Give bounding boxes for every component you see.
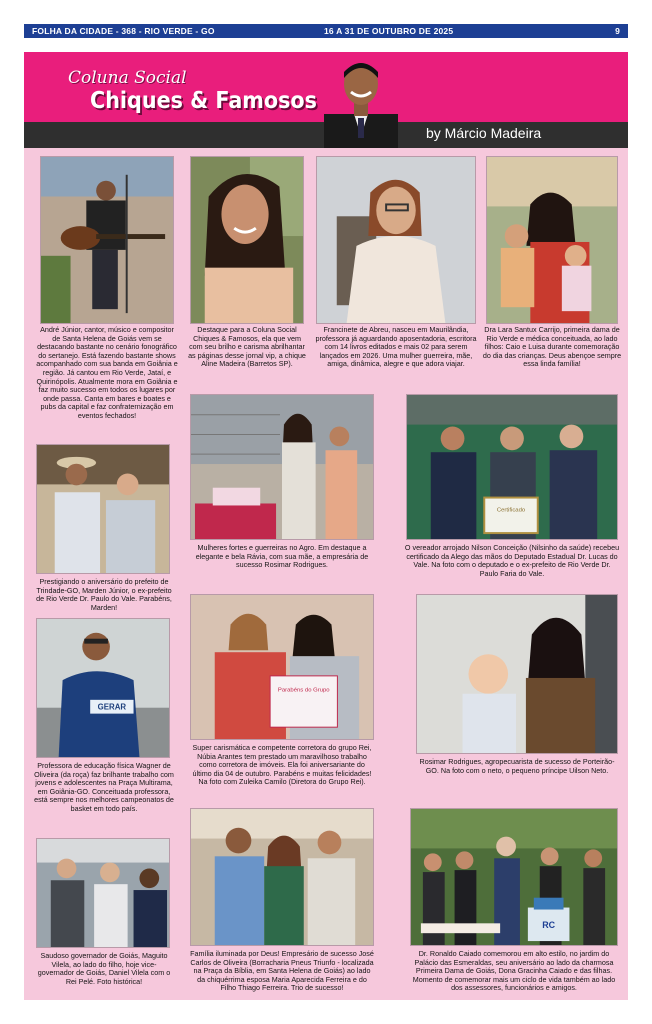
page-header-bar [24,24,628,38]
photo-caiado-aniversario [410,808,618,946]
photo-aline-madeira [190,156,304,324]
photo-ravia-rosimar [190,394,374,540]
caption-francinete: Francinete de Abreu, nasceu em Maurilândia, professora já aguardando aposentadoria, escritora com 14 livros editados e mais 02 para serem lançados em 2026. Uma mulher guerreira, mãe, amiga, dinâmica, alegre e que adora viajar. [315,325,477,369]
certificate-label: Certificado [496,507,526,514]
photo-vereador-nilson [406,394,618,540]
column-body [24,148,628,1000]
caption-rosimar-neto: Rosimar Rodrigues, agropecuarista de sucesso de Porteirão-GO. Na foto com o neto, o pequeno príncipe Uilson Neto. [419,757,615,775]
caption-ravia-rosimar: Mulheres fortes e guerreiras no Agro. Em destaque a elegante e bela Rávia, com sua mãe, a empresária de sucesso Rosimar Rodrigues. [195,543,369,570]
page-number: 9 [615,26,620,36]
card-text: Parabéns do Grupo [277,687,330,694]
caption-familia-jose-carlos: Família iluminada por Deus! Empresário de sucesso José Carlos de Oliveira (Borracharia Pneus Triunfo - localizada na Praça da Bíblia, em Santa Helena de Goiás) ao lado da chiquérrima esposa Maria Aparecida Ferreira e do Filho Thiago Ferreira. Trio de sucesso! [190,949,374,993]
caption-marden-paulo: Prestigiando o aniversário do prefeito de Trindade-GO, Marden Júnior, o ex-prefeito de Rio Verde Dr. Paulo do Vale. Parabéns, Marden! [36,577,172,612]
column-title: Chiques & Famosos [90,88,317,114]
photo-nubia-zuleika [190,594,374,740]
photo-familia-jose-carlos [190,808,374,946]
edition-date: 16 A 31 DE OUTUBRO DE 2025 [324,26,454,36]
photo-wagner-oliveira [36,618,170,758]
photo-maguito-pele [36,838,170,948]
shirt-logo-text: GERAR [97,702,127,712]
newspaper-edition: FOLHA DA CIDADE - 368 - RIO VERDE - GO [32,26,215,36]
caption-caiado-aniversario: Dr. Ronaldo Caiado comemorou em alto estilo, no jardim do Palácio das Esmeraldas, seu aniversário ao lado da charmosa Primeira Dama de Goiás, Dona Gracinha Caiado e das filhas. Momento de comemorar mais um ciclo de vida também ao lado dos assessores, funcionários e amigos. [412,949,616,993]
columnist-byline: by Márcio Madeira [426,125,542,141]
photo-rosimar-neto [416,594,618,754]
caption-vereador-nilson: O vereador arrojado Nilson Conceição (Nilsinho da saúde) recebeu certificado da Alego das mãos do Deputado Estadual Dr. Lucas do Vale. Na foto com o deputado e o ex-prefeito de Rio Verde Dr. Paulo Faria do Vale. [404,543,620,578]
caption-maguito-pele: Saudoso governador de Goiás, Maguito Vilela, ao lado do filho, hoje vice-governador de Goiás, Daniel Vilela com o Rei Pelé. Foto histórica! [37,951,171,986]
caption-nubia-zuleika: Super carismática e competente corretora do grupo Rei, Núbia Arantes tem prestado um maravilhoso trabalho como corretora de imóveis. Ela foi aniversariante do último dia 04 de outubro. Parabéns e muitas felicidades! Na foto com Zuleika Camilo (Diretora do Grupo Rei). [192,743,372,787]
photo-francinete [316,156,476,324]
caption-wagner-oliveira: Professora de educação física Wagner de Oliveira (da roça) faz brilhante trabalho com jovens e adolescentes na Praça Multirama, em Goiânia-GO. Conceituada professora, está sempre nos melhores campeonatos de basket em todo país. [34,761,174,813]
caption-andre-junior: André Júnior, cantor, músico e compositor de Santa Helena de Goiás vem se destacando bastante no cenário fonográfico do sertanejo. Está fazendo bastante shows acompanhado com sua banda em Goiânia e região. Já cantou em Rio Verde, Jataí, e Quirinópolis. Atualmente mora em Goiânia e faz muito sucesso em todos os lugares por onde passa. Canta em bares e boates e pubs da capital e faz confraternização em eventos fechados! [36,325,178,420]
coluna-social-script: Coluna Social [68,68,187,88]
caption-aline-madeira: Destaque para a Coluna Social Chiques & Famosos, ela que vem com seu brilho e carisma abrilhantar as páginas desse jornal vip, a chique Aline Madeira (Barretos SP). [188,325,306,369]
column-banner [24,52,628,148]
columnist-portrait [318,56,404,148]
photo-andre-junior [40,156,174,324]
cake-monogram: RC [542,920,556,931]
photo-lara-carrijo [486,156,618,324]
photo-marden-paulo [36,444,170,574]
caption-lara-carrijo: Dra Lara Santux Carrijo, primeira dama de Rio Verde e médica conceituada, ao lado filhos: Caio e Luisa durante comemoração do dia das crianças. Deus abençoe sempre essa linda família! [482,325,622,369]
